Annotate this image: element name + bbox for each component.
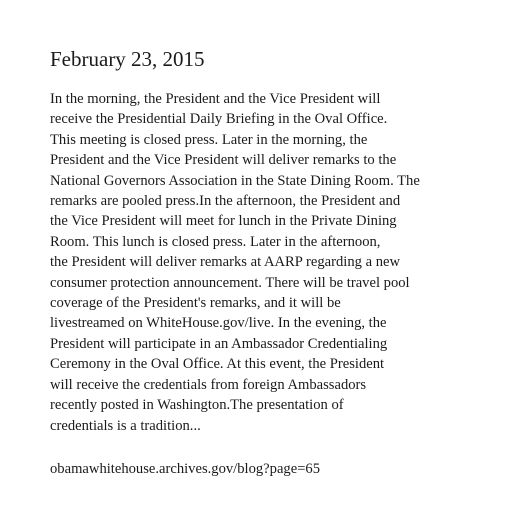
body-line: coverage of the President's remarks, and it will be [50, 295, 341, 312]
post-body [50, 89, 420, 436]
body-line: This meeting is closed press. Later in the morning, the [50, 131, 368, 148]
body-line: credentials is a tradition... [50, 417, 201, 434]
body-line: In the morning, the President and the Vice President will [50, 91, 381, 107]
body-line: President will participate in an Ambassador Credentialing [50, 335, 388, 352]
body-line: Room. This lunch is closed press. Later in the afternoon, [50, 233, 381, 250]
body-line: remarks are pooled press.In the afternoon, the President and [50, 193, 401, 210]
body-line: livestreamed on WhiteHouse.gov/live. In the evening, the [50, 315, 387, 332]
body-line: National Governors Association in the State Dining Room. The [50, 172, 420, 189]
body-line: President and the Vice President will deliver remarks to the [50, 152, 397, 169]
body-line: recently posted in Washington.The presentation of [50, 397, 344, 414]
body-line: consumer protection announcement. There will be travel pool [50, 274, 410, 291]
body-line: Ceremony in the Oval Office. At this event, the President [50, 356, 385, 373]
body-line: receive the Presidential Daily Briefing in the Oval Office. [50, 111, 388, 128]
source-url: obamawhitehouse.archives.gov/blog?page=65 [50, 461, 321, 477]
body-line: the President will deliver remarks at AARP regarding a new [50, 254, 401, 271]
body-line: the Vice President will meet for lunch in the Private Dining [50, 213, 397, 230]
post-date: February 23, 2015 [50, 47, 205, 71]
body-line: will receive the credentials from foreign Ambassadors [50, 376, 367, 393]
